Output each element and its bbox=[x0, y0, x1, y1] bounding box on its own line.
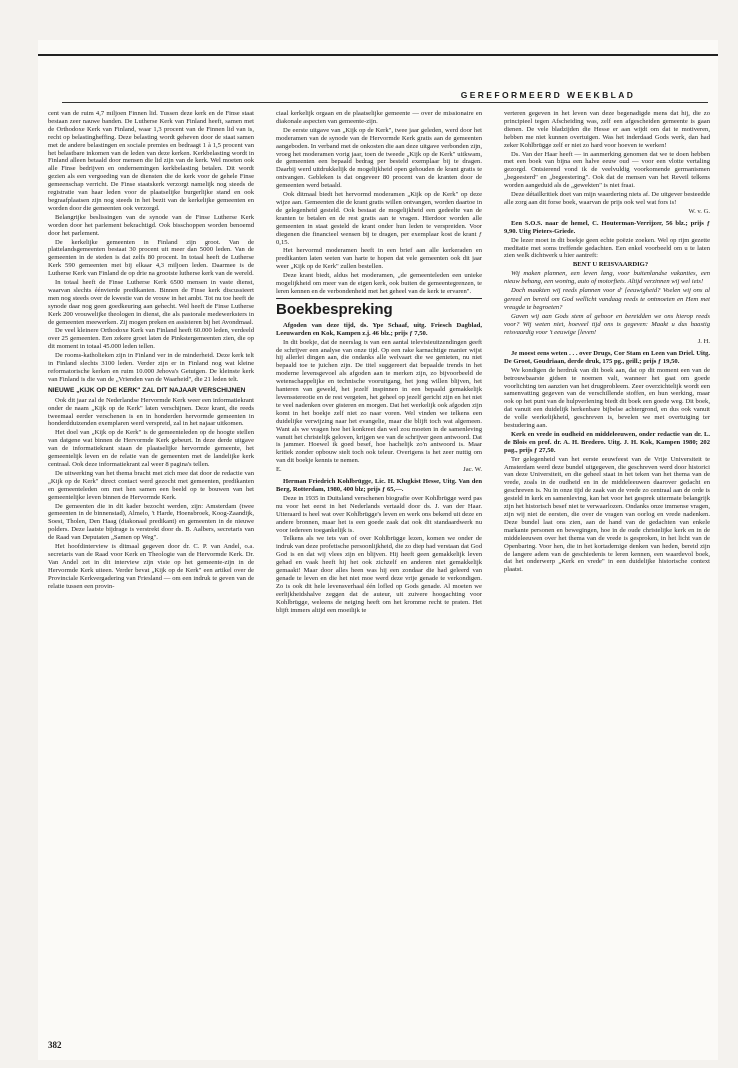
review-heading bbox=[276, 322, 482, 338]
paragraph: Het hoofdinterview is ditmaal gegeven door dr. C. P. van Andel, o.a. secretaris van de Raad voor Kerk en Theologie van de Hervormde Kerk. Dr. Van Andel zet in dit interview zijn visie op het gemeente-zijn in de Hervormde Kerk uiteen. Verder bevat „Kijk op de Kerk" een artikel over de Provinciale Kerkvergadering van Friesland — om een indruk te geven van de relatie tussen een provin- bbox=[48, 543, 254, 590]
paragraph: Ds. Van der Haar heeft — in aanmerking genomen dat we te doen hebben met een boek van bijna een halve eeuw oud — voor een vlotte vertaling gezorgd. Ontsierend vond ik de veelvuldig voorkomende germanismen „begeesterd" en „begeestering". Ook dat de mensen van het Reveil telkens worden aangeduid als de „gewekten" is niet fraai. bbox=[504, 150, 710, 190]
review-heading bbox=[504, 350, 710, 366]
masthead: GEREFORMEERD WEEKBLAD bbox=[460, 90, 636, 100]
paragraph: Het doel van „Kijk op de Kerk" is de gemeenteleden op de hoogte stellen van datgene wat binnen de Hervormde Kerk gebeurt. In deze derde uitgave van de informatiekrant staan de plaatselijke hervormde gemeente, het gemeentelijk leven en de relatie van de gemeenten met de landelijke kerk centraal. Ook deze informatiekrant zal weer 8 pagina's tellen. bbox=[48, 429, 254, 468]
paragraph: De rooms-katholieken zijn in Finland ver in de minderheid. Deze kerk telt in Finland slechts 3100 leden. Verder zijn er in Finland nog wat kleine reformatorische kerken en ruim 10.000 Jehova's Getuigen. De kleinste kerk van Finland is die van de „Vrienden van de Waarheid", die 21 leden telt. bbox=[48, 352, 254, 383]
paragraph: Telkens als we iets van of over Kohlbrügge lezen, komen we onder de indruk van deze profetische persoonlijkheid, die zo diep had verstaan dat God God is en dat wij vlees zijn en blijven. Hij heeft geen gemakkelijk leven gehad en vaak heeft hij het ook zichzelf en anderen niet gemakkelijk gemaakt! Maar door alles heen was hij een zondaar die had geleerd van genade te leven en die het niet moe werd deze vrije genade te verkondigen. Zo is ook dit hele levensverhaal één lofled op Gods genade. Al moeten we eerlijkheidshalve zeggen dat de auteur, uit zuivere hoogachting voor Kohlbrügge, weleens de neiging heeft om het kromme recht te praten. Het blijft immers altijd een moeilijk te bbox=[276, 535, 482, 614]
paragraph: Deze détailkritiek doet van mijn waardering niets af. De uitgever besteedde alle zorg aan dit forse boek, waarvan de prijs ook wel wat fors is! bbox=[504, 191, 710, 206]
paragraph: In totaal heeft de Finse Lutherse Kerk 6500 mensen in vaste dienst, waarvan slechts éénvierde predikanten. Binnen de Finse kerk discussieert men nog steeds over de kwestie van de vrouw in het ambt. Tot nu toe heeft de synode daar nog geen goedkeuring aan gehecht. Wel heeft de Finse Lutherse Kerk 200 vrouwelijke theologen in dienst, die als pastorale medewerksters in de gemeenten meewerken. Zij mogen preken en assisteren bij het Avondmaal. bbox=[48, 279, 254, 326]
column-3 bbox=[504, 110, 710, 1040]
review-heading-text: Herman Friedrich Kohlbrügge, Lic. H. Klugkist Hesse, Uitg. Van den Berg, Rotterdam, 1980, 400 blz; prijs ƒ 65,—. bbox=[276, 478, 482, 493]
review-heading bbox=[276, 478, 482, 494]
paragraph: Ook dit jaar zal de Nederlandse Hervormde Kerk weer een informatiekrant onder de naam „Kijk op de Kerk" laten verschijnen. Deze krant, die reeds tweemaal eerder verschenen is en in honderden hervormde gemeenten in honderdduizenden exemplaren werd verspreid, zal in het najaar uitkomen. bbox=[48, 396, 254, 428]
paragraph: We kondigen de herdruk van dit boek aan, dat op dit moment een van de betrouwbaarste gidsen te noemen valt, wanneer het gaat om goede voorlichting ten aanzien van het drugprobleem. Zeer overzichtelijk wordt een samenvatting gegeven van de verschillende stoffen, en hun werking, maar ook op het punt van de hulpverlening biedt dit boek een goede weg. Dit boek, dat vanuit een duidelijk herkenbare bijbelse achtergrond, en dus ook vanuit de volle werkelijkheid, geschreven is, bevelen we met overtuiging ter bestudering aan. bbox=[504, 366, 710, 430]
review-heading bbox=[504, 220, 710, 236]
article-heading: NIEUWE „KIJK OP DE KERK" ZAL DIT NAJAAR VERSCHIJNEN bbox=[48, 386, 246, 394]
paragraph: De kerkelijke gemeenten in Finland zijn groot. Van de plattelandsgemeenten bestaat 30 procent uit meer dan 5000 leden. Van de gemeenten in de steden is dat zelfs 80 procent. In totaal heeft de Lutherse Kerk 590 gemeenten met bij elkaar 4,3 miljoen leden. Daarmee is de Lutherse Kerk van Finland de op drie na grootste lutherse kerk van de wereld. bbox=[48, 238, 254, 278]
signature-left: E. bbox=[276, 466, 282, 474]
column-2 bbox=[276, 110, 482, 1040]
paragraph: De eerste uitgave van „Kijk op de Kerk", twee jaar geleden, werd door het moderamen van de synode van de Hervormde Kerk gratis aan de gemeenten aangeboden. In verband met de onkosten die aan deze uitgave verbonden zijn, vroeg het moderamen vorig jaar, toen de tweede „Kijk op de Kerk" uitkwam, de gemeenten een bepaald bedrag per besteld exemplaar bij te dragen. Daarbij werd uitdrukkelijk de mogelijkheid open gehouden de krant gratis te ontvangen. Gebleken is dat ongeveer 80 procent van de kranten door de gemeenten werd betaald. bbox=[276, 126, 482, 190]
paragraph: Belangrijke beslissingen van de synode van de Finse Lutherse Kerk worden door het parlement bekrachtigd. Ook bisschoppen worden benoemd door het parlement. bbox=[48, 213, 254, 237]
review-heading bbox=[504, 431, 710, 455]
page-number: 382 bbox=[48, 1040, 62, 1050]
poem-stanza: Wij maken plannen, een leven lang, voor buitenlandse vakanties, een nieuw behang, een woning, auto of motorfiets. Altijd verzinnen wij wel iets! bbox=[504, 270, 710, 286]
paragraph: Ter gelegenheid van het eerste eeuwfeest van de Vrije Universiteit te Amsterdam werd deze bundel uitgegeven, die geschreven werd door historici van deze Universiteit, en die geheel staat in het teken van het thema van de vrede, zoals in de oudheid en in de middeleeuwen daarover gedacht en geschreven is. Nu in onze tijd de zaak van de vrede zo centraal aan de orde is gesteld in kerk en samenleving, kan het voor het gesprek uitermate belangrijk zijn het historisch besef niet te verwaarlozen. Ondanks onze immense vragen, zijn wij niet de eersten, die over de vragen van oorlog en vrede nadenken. Deze bundel laat ons zien, aan de hand van de gedachten van enkele markante personen en bewegingen, hoe in de oude christelijke kerk en in de middeleeuwen over het thema van de vrede is gesproken, in het licht van de Openbaring. Voor hen, die in het kortademige denken van heden, bereid zijn de langere adem van de geschiedenis te leren kennen, een waardevol boek, dat het onderwerp „Kerk en vrede" in een duidelijke historische context plaatst. bbox=[504, 455, 710, 574]
poem-title: BENT U REISVAARDIG? bbox=[572, 261, 649, 269]
signature-right: Jac. W. bbox=[463, 466, 482, 474]
signature: W. v. G. bbox=[688, 207, 710, 215]
masthead-rule bbox=[62, 102, 708, 103]
top-rule bbox=[38, 54, 718, 56]
paragraph: De uitwerking van het thema bracht met zich mee dat door de redactie van „Kijk op de Kerk" direct contact werd gezocht met gemeenten, predikanten en gemeenteleden om met hen samen een beeld op te bouwen van het gemeentelijke leven binnen de Hervormde Kerk. bbox=[48, 469, 254, 501]
paragraph: De gemeenten die in dit kader bezocht werden, zijn: Amsterdam (twee gemeenten in de binnenstad), Almelo, 't Harde, Hoensbroek, Koog-Zaandijk, Soest, Tholen, Den Haag (diakonaal predikant) en gemeenten in de nieuwe polders. Deze laatste bijdrage is verstrekt door ds. B. Aalbers, secretaris van de Raad van Deputaten „Samen op Weg". bbox=[48, 502, 254, 542]
review-heading-text: Kerk en vrede in oudheid en middeleeuwen, onder redactie van dr. L. de Blois en prof. dr. A. H. Bredero. Uitg. J. H. Kok, Kampen 1980; 202 pag., prijs ƒ 27,50. bbox=[504, 430, 710, 454]
review-heading-text: Afgoden van deze tijd, ds. Ype Schaaf, uitg. Friesch Dagblad, Leeuwarden en Kok, Kampen z.j. 46 blz.; prijs ƒ 7,50. bbox=[276, 321, 482, 337]
review-heading-text: Je moest eens weten . . . over Drugs, Cor Stam en Leen van Driel. Uitg. De Groot, Goudriaan, derde druk, 175 pg., geill.; prijs ƒ 19,50. bbox=[504, 349, 710, 365]
paragraph: Deze in 1935 in Duitsland verschenen biografie over Kohlbrügge werd pas nu voor het eerst in het Nederlands vertaald door ds. J. van der Haar. Uiteraard is heel wat over Kohlbrügge's leven en werk ons bekend uit deze en andere bronnen, maar het is een goede zaak dat ook dit standaardwerk nu voor iedereen toegankelijk is. bbox=[276, 494, 482, 534]
paragraph: Ook ditmaal biedt het hervormd moderamen „Kijk op de Kerk" op deze wijze aan. Gemeenten die de krant gratis willen ontvangen, worden daartoe in de gelegenheid gesteld. Ook bestaat de mogelijkheid een gedeelte van de kranten te betalen en de rest gratis aan te vragen. Hierdoor worden alle gemeenten in staat gesteld de krant onder hun leden te verspreiden. Voor diegenen die financieel wensen bij te dragen, per exemplaar kost de krant ƒ 0,15. bbox=[276, 191, 482, 246]
paragraph: Deze krant biedt, aldus het moderamen, „de gemeenteleden een unieke mogelijkheid om meer van de eigen kerk, ook buiten de gemeentegrenzen, te leren kennen en de verbondenheid met het geheel van de kerk te ervaren". bbox=[276, 272, 482, 295]
paragraph: De lezer moet in dit boekje geen echte poëzie zoeken. Wel op rijm gezette meditatie met soms treffende gedachten. Een enkel voorbeeld om u te laten zien welk dichtwerk u hier aantreft: bbox=[504, 236, 710, 260]
paragraph: De veel kleinere Orthodoxe Kerk van Finland heeft 60.000 leden, verdeeld over 25 gemeenten. Een zekere groei laten de Pinkstergemeenten zien, die op dit moment in totaal 45.000 leden tellen. bbox=[48, 327, 254, 351]
signature bbox=[276, 466, 482, 474]
paragraph: ciaal kerkelijk orgaan en de plaatselijke gemeente — over de missionaire en diakonale aspecten van gemeente-zijn. bbox=[276, 110, 482, 125]
paragraph: Het hervormd moderamen heeft in een brief aan alle kerkeraden en predikanten laten weten van harte te hopen dat vele gemeenten ook dit jaar weer „Kijk op de Kerk" zullen bestellen. bbox=[276, 247, 482, 271]
poem-stanza: Gaven wij aan Gods stem al gehoor en bereidden we ons hierop reeds voor? Wij weten niet, hoeveel tijd ons is gegeven: Maakt u dus haastig reisvaardig voor 't eeuwige [leven! bbox=[504, 312, 710, 336]
signature: J. H. bbox=[697, 337, 710, 345]
magazine-page bbox=[38, 40, 718, 1060]
column-1 bbox=[48, 110, 254, 1040]
paragraph: In dit boekje, dat de neerslag is van een aantal televisieuitzendingen geeft de schrijver een analyse van onze tijd. Op een rake karnachtige manier wijst hij allerlei dingen aan, die ondanks alle welvaart die we genieten, nu niet bepaald toe te juichen zijn. De titel suggereert dat bepaalde trends in het moderne levensgevoel als afgoden aan te merken zijn, zo bijvoorbeeld de wetenschappelijke en technische vooruitgang, het jong willen blijven, het hanteren van geweld, het jezelf inspinnen in een bepaald gemakkelijk levensstereotie en de rest vergeten, het geheel op jezelf gericht zijn en het niet te veel nadenken over gisteren en morgen. Dat het werkelijk ook afgoden zijn komt in het boekje zelf niet zo naar voren. Wel vinden we telkens een duidelijke verwijzing naar het evangelie, maar die blijft toch wat algemeen. Want als we vragen hoe het konkreet dan wel zou moeten in de samenleving vanuit het christelijk geloven, krijgen we van de schrijver geen antwoord. Dat is jammer. Hoewel ik goed besef, hoe hachelijk zo'n antwoord is. Maar kritiek zonder opbouw stelt toch ook teleur. Overigens is het zeer nuttig om van dit boekje kennis te nemen. bbox=[276, 338, 482, 465]
paragraph: cent van de ruim 4,7 miljoen Finnen lid. Tussen deze kerk en de Finse staat bestaan zeer nauwe banden. De Lutherse Kerk van Finland heeft, samen met de Orthodoxe Kerk van Finland, waar 1,3 procent van de Finnen lid van is, recht op belastingheffing. Deze belasting wordt geheven door de staat samen met de andere belastingen en sociale premies en bedraagt 1 à 1,5 procent van het belastbare inkomen van de leden van deze kerken. Kerkbelasting wordt in Finland alleen betaald door mensen die lid zijn van de kerk. Wel moeten ook alle Finse bedrijven en ondernemingen kerkbelasting betalen. Dit wordt gezien als een vergoeding van de diensten die de kerk voor de gehele Finse gemeenschap verricht. De Finse staatskerk verzorgt namelijk nog steeds de registratie van haar leden voor de plaatselijke burgerlijke stand en ook begraafplaatsen zijn nog steeds in het bezit van de kerkelijke gemeenten en worden door die gemeenten ook verzorgd. bbox=[48, 110, 254, 212]
review-heading-text: Een S.O.S. naar de hemel, C. Houterman-Verrijzer, 56 blz.; prijs ƒ 9,90. Uitg Pieters-Griede. bbox=[504, 219, 710, 235]
section-title: Boekbespreking bbox=[276, 298, 482, 319]
paragraph: verteren gegeven in het leven van deze begenadigde mens dat hij, die zo principieel tegen Afscheiding was, zelf een afgescheiden gemeente is gaan dienen. De vele bladzijden die Hesse er aan wijdt om dat te motiveren, hebben me niet kunnen overtuigen. Was het inderdaad Gods werk, dan had zeker Kohlbrügge zelf er niet zo hard voor hoeven te werken! bbox=[504, 110, 710, 149]
poem-stanza: Doch maakten wij reeds plannen voor d' [eeuwigheid? Voelen wij ons al gereed en bereid om God wellicht vandaag reeds te ontmoeten en Hem met vreugde te begroeten? bbox=[504, 287, 710, 311]
